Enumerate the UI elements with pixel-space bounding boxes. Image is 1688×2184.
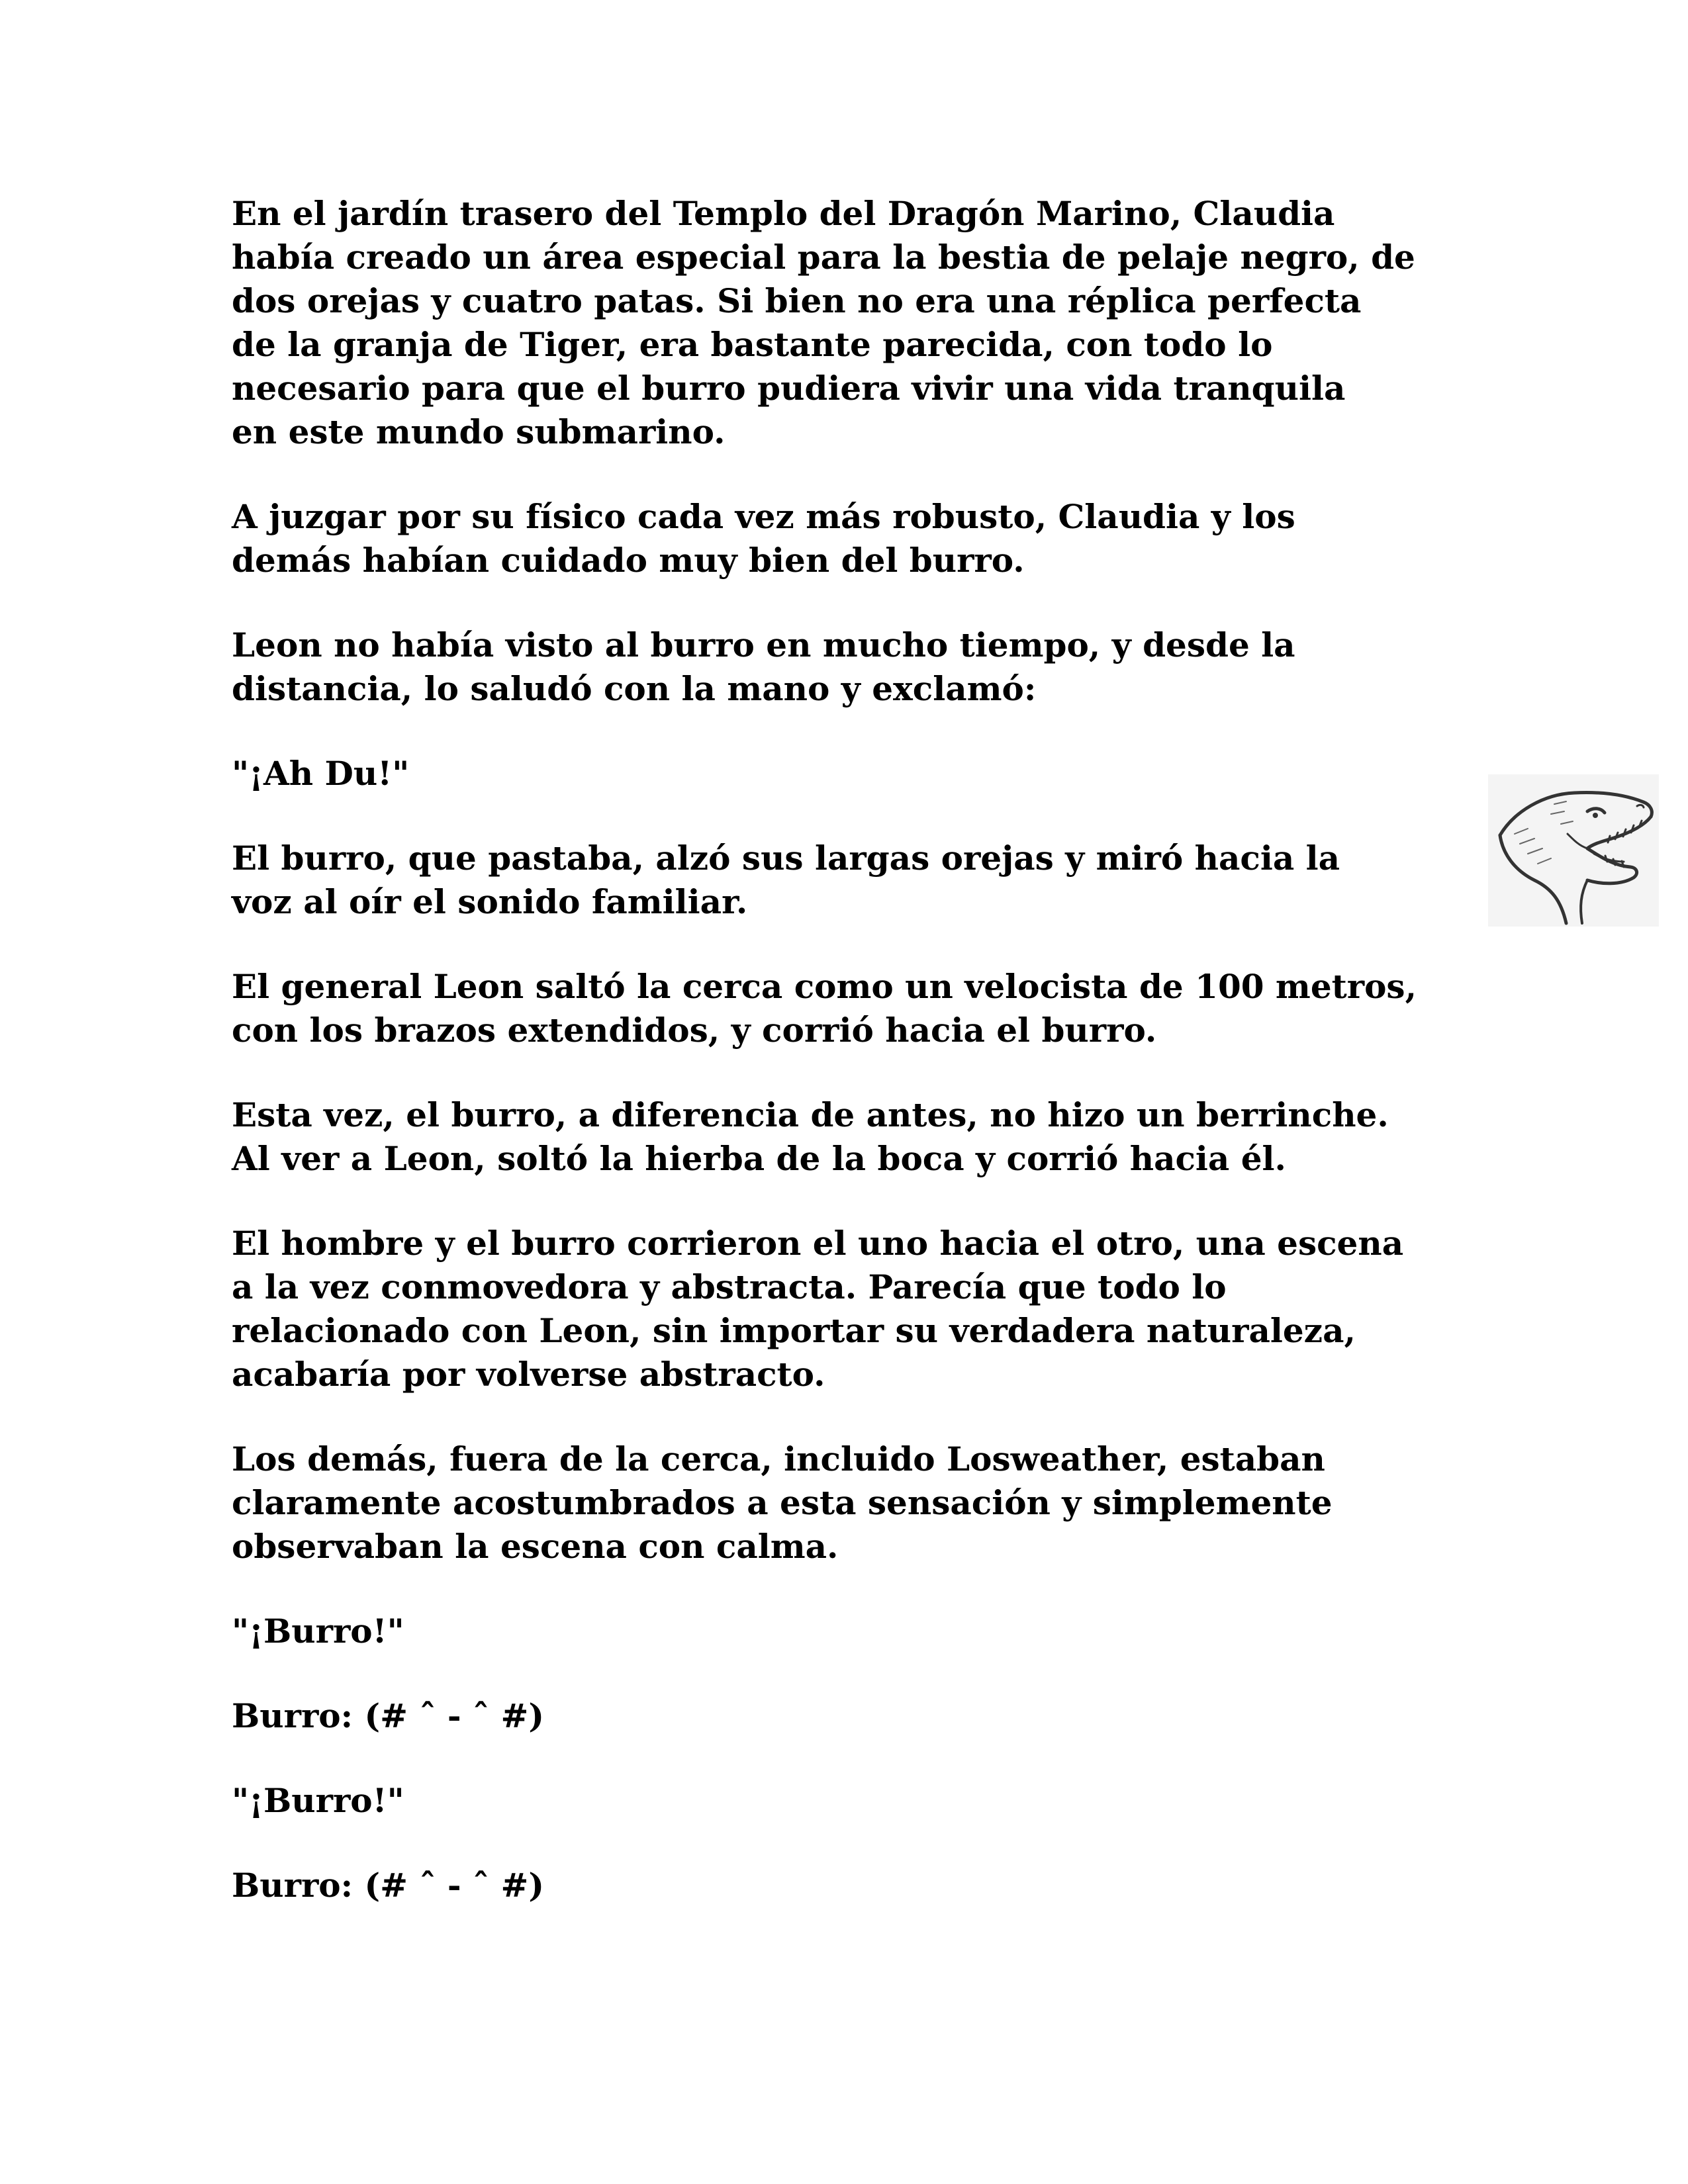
emoticon-line: Burro: (# ˆ - ˆ #)	[232, 1696, 544, 1735]
emoticon-line: Burro: (# ˆ - ˆ #)	[232, 1866, 544, 1905]
paragraph: El hombre y el burro corrieron el uno hacia el otro, una escena a la vez conmovedora y abstracta. Parecía que todo lo relacionado con Leon, sin importar su verdadera naturaleza, acabaría por volverse abstracto.	[232, 1224, 1404, 1394]
document-body	[232, 192, 1476, 1948]
paragraph: El burro, que pastaba, alzó sus largas orejas y miró hacia la voz al oír el sonido familiar.	[232, 839, 1340, 921]
paragraph: En el jardín trasero del Templo del Dragón Marino, Claudia había creado un área especial para la bestia de pelaje negro, de dos orejas y cuatro patas. Si bien no era una réplica perfecta de la granja de Tiger, era bastante parecida, con todo lo necesario para que el burro pudiera vivir una vida tranquila en este mundo submarino.	[232, 194, 1415, 451]
dialogue-line: "¡Burro!"	[232, 1781, 404, 1820]
paragraph: El general Leon saltó la cerca como un velocista de 100 metros, con los brazos extendidos, y corrió hacia el burro.	[232, 967, 1417, 1050]
dialogue-line: "¡Ah Du!"	[232, 754, 410, 793]
paragraph: Los demás, fuera de la cerca, incluido Losweather, estaban claramente acostumbrados a esta sensación y simplemente observaban la escena con calma.	[232, 1439, 1333, 1566]
dialogue-line: "¡Burro!"	[232, 1612, 404, 1651]
paragraph: Esta vez, el burro, a diferencia de antes, no hizo un berrinche. Al ver a Leon, soltó la hierba de la boca y corrió hacia él.	[232, 1095, 1389, 1178]
paragraph: A juzgar por su físico cada vez más robusto, Claudia y los demás habían cuidado muy bien del burro.	[232, 497, 1295, 580]
paragraph: Leon no había visto al burro en mucho tiempo, y desde la distancia, lo saludó con la mano y exclamó:	[232, 625, 1295, 708]
dinosaur-head-sketch-icon	[1488, 774, 1659, 927]
